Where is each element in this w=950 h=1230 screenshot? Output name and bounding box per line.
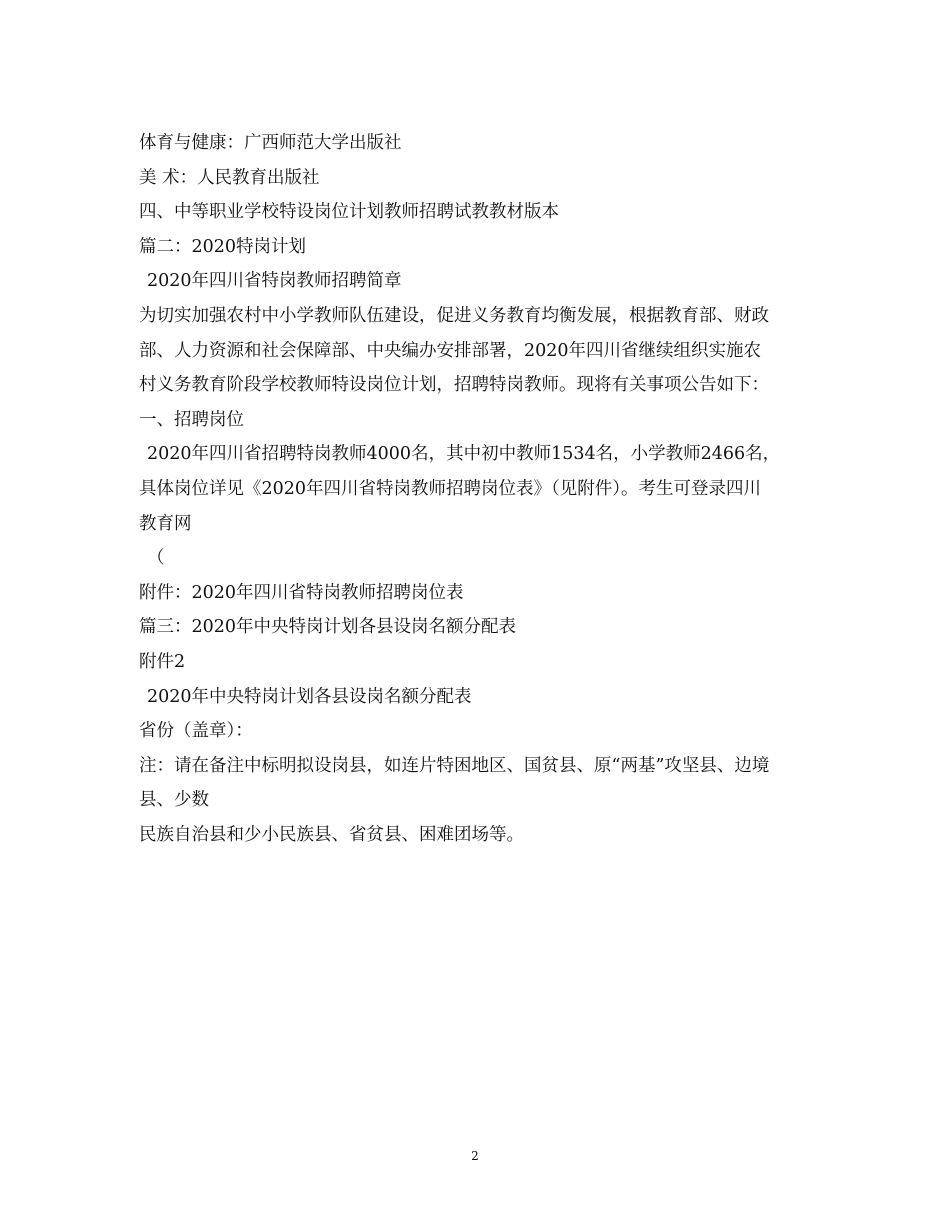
note-line: 民族自治县和少小民族县、省贫县、困难团场等。: [139, 824, 524, 845]
note-line: 县、少数: [139, 790, 209, 811]
announcement-title: 2020年四川省特岗教师招聘简章: [147, 271, 402, 292]
attachment-line: 附件：2020年四川省特岗教师招聘岗位表: [139, 582, 464, 603]
note-line: 注：请在备注中标明拟设岗县，如连片特困地区、国贫县、原“两基”攻坚县、边境: [139, 755, 770, 776]
section-heading-vocational: 四、中等职业学校特设岗位计划教师招聘试教教材版本: [139, 202, 559, 223]
paragraph-line: 教育网: [139, 513, 192, 534]
attachment-label: 附件2: [139, 651, 186, 672]
paragraph-line: （: [147, 548, 165, 569]
table-title: 2020年中央特岗计划各县设岗名额分配表: [147, 686, 472, 707]
chapter-heading-3: 篇三：2020年中央特岗计划各县设岗名额分配表: [139, 617, 517, 638]
paragraph-line: 2020年四川省招聘特岗教师4000名，其中初中教师1534名，小学教师2466名，: [147, 444, 781, 465]
province-stamp-line: 省份（盖章）：: [139, 721, 253, 742]
paragraph-line: 村义务教育阶段学校教师特设岗位计划，招聘特岗教师。现将有关事项公告如下：: [139, 375, 769, 396]
paragraph-line: 具体岗位详见《2020年四川省特岗教师招聘岗位表》（见附件）。考生可登录四川: [139, 478, 762, 499]
section-heading-positions: 一、招聘岗位: [139, 409, 244, 430]
text-line-art: 美 术：人民教育出版社: [139, 167, 320, 188]
chapter-heading-2: 篇二：2020特岗计划: [139, 236, 307, 257]
paragraph-line: 为切实加强农村中小学教师队伍建设，促进义务教育均衡发展，根据教育部、财政: [139, 305, 769, 326]
paragraph-line: 部、人力资源和社会保障部、中央编办安排部署，2020年四川省继续组织实施农: [139, 340, 762, 361]
document-body: [139, 126, 819, 852]
text-line-pe: 体育与健康：广西师范大学出版社: [139, 133, 402, 153]
page-number: 2: [471, 1149, 479, 1163]
